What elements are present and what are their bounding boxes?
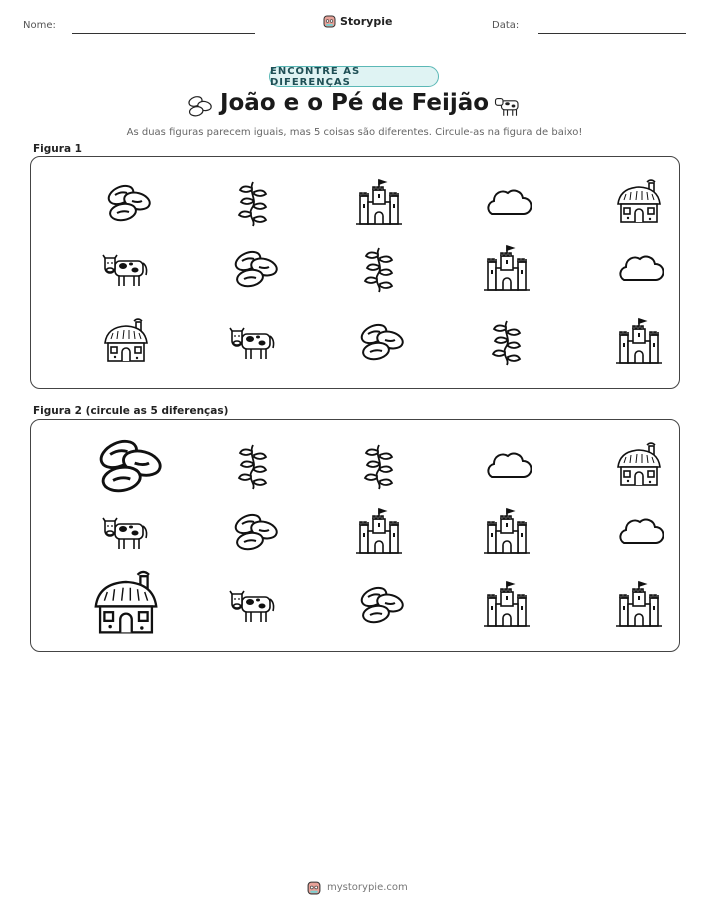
date-label: Data: (492, 20, 520, 31)
figure1-panel (30, 156, 680, 389)
page-title: João e o Pé de Feijão (219, 90, 490, 116)
storypie-mascot-icon (307, 880, 321, 895)
cloud-icon[interactable] (482, 441, 532, 491)
beans-icon[interactable] (228, 507, 278, 557)
castle-icon[interactable] (354, 507, 404, 557)
castle-icon[interactable] (354, 178, 404, 228)
name-label: Nome: (23, 20, 56, 31)
cow-icon[interactable] (101, 507, 151, 557)
activity-badge: ENCONTRE AS DIFERENÇAS (269, 66, 439, 87)
castle-icon[interactable] (614, 317, 664, 367)
footer-site: mystorypie.com (327, 882, 408, 893)
beans-icon[interactable] (354, 580, 404, 630)
footer (307, 880, 408, 895)
date-line[interactable] (538, 33, 686, 34)
beanstalk-icon[interactable] (354, 441, 404, 491)
cloud-icon[interactable] (482, 178, 532, 228)
castle-icon[interactable] (614, 580, 664, 630)
cloud-icon[interactable] (614, 244, 664, 294)
beans-icon[interactable] (354, 317, 404, 367)
cloud-icon[interactable] (614, 507, 664, 557)
beanstalk-icon[interactable] (228, 441, 278, 491)
cow-icon[interactable] (101, 244, 151, 294)
figure2-panel (30, 419, 680, 652)
castle-icon[interactable] (482, 244, 532, 294)
cottage-icon[interactable] (90, 569, 162, 641)
cow-icon (494, 94, 524, 118)
storypie-mascot-icon (323, 14, 336, 28)
beans-icon[interactable] (101, 178, 151, 228)
beanstalk-icon[interactable] (228, 178, 278, 228)
beans-icon[interactable] (228, 244, 278, 294)
castle-icon[interactable] (482, 580, 532, 630)
cottage-icon[interactable] (614, 178, 664, 228)
brand-name: Storypie (340, 14, 393, 28)
cow-icon[interactable] (228, 317, 278, 367)
figure1-label: Figura 1 (33, 143, 82, 155)
cottage-icon[interactable] (614, 441, 664, 491)
castle-icon[interactable] (482, 507, 532, 557)
beans-icon[interactable] (90, 430, 162, 502)
name-line[interactable] (72, 33, 255, 34)
figure2-label: Figura 2 (circule as 5 diferenças) (33, 405, 229, 417)
cow-icon[interactable] (228, 580, 278, 630)
beanstalk-icon[interactable] (354, 244, 404, 294)
cottage-icon[interactable] (101, 317, 151, 367)
beanstalk-icon[interactable] (482, 317, 532, 367)
brand-logo (323, 14, 392, 28)
instructions: As duas figuras parecem iguais, mas 5 coisas são diferentes. Circule-as na figura de baixo! (126, 127, 583, 138)
